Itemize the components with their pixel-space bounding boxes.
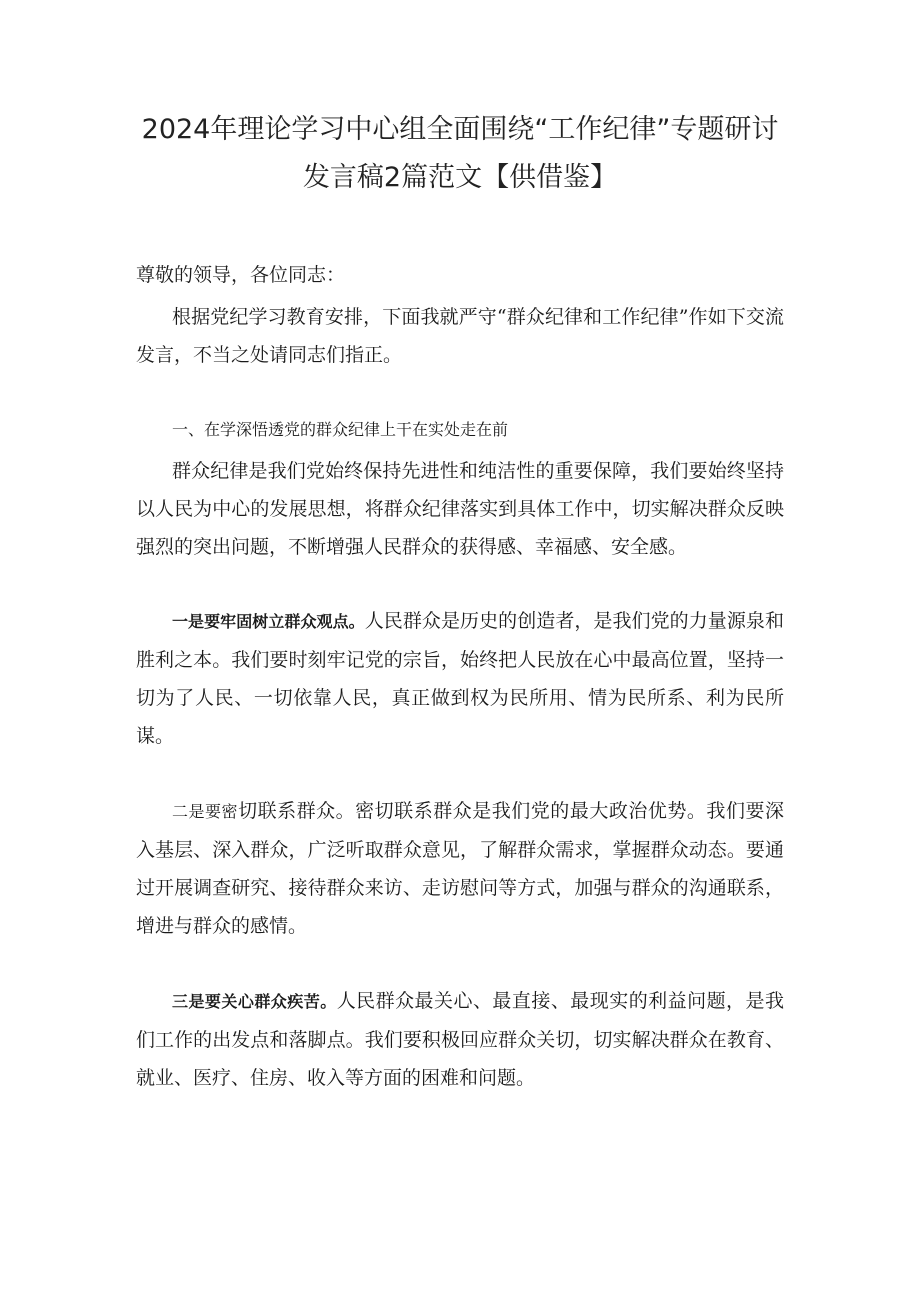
- point-1-paragraph: [136, 602, 784, 755]
- point-3-paragraph: [136, 982, 784, 1097]
- title-line-1: 2024年理论学习中心组全面围绕“工作纪律”专题研讨: [141, 114, 779, 145]
- title-line-2: 发言稿2篇范文【供借鉴】: [302, 162, 618, 193]
- point-3-lead: 三是要关心群众疾苦。: [172, 992, 337, 1011]
- point-1-lead: 一是要牢固树立群众观点。: [172, 612, 365, 631]
- point-2-paragraph: [136, 792, 784, 945]
- intro-paragraph: 根据党纪学习教育安排，下面我就严守“群众纪律和工作纪律”作如下交流发言，不当之处请同志们指正。: [136, 306, 784, 366]
- salutation: 尊敬的领导，各位同志：: [136, 264, 346, 286]
- point-2-text: 切联系群众。密切联系群众是我们党的最大政治优势。我们要深入基层、深入群众，广泛听取群众意见，了解群众需求，掌握群众动态。要通过开展调查研究、接待群众来访、走访慰问等方式，加强与群众的沟通联系，增进与群众的感情。: [136, 800, 784, 937]
- document-title: [120, 106, 800, 202]
- point-3-text: 人民群众最关心、最直接、最现实的利益问题，是我们工作的出发点和落脚点。我们要积极回应群众关切，切实解决群众在教育、就业、医疗、住房、收入等方面的困难和问题。: [136, 990, 784, 1089]
- point-1-text: 人民群众是历史的创造者，是我们党的力量源泉和胜利之本。我们要时刻牢记党的宗旨，始终把人民放在心中最高位置，坚持一切为了人民、一切依靠人民，真正做到权为民所用、情为民所系、利为民所谋。: [136, 610, 784, 747]
- section-1-paragraph: 群众纪律是我们党始终保持先进性和纯洁性的重要保障，我们要始终坚持以人民为中心的发展思想，将群众纪律落实到具体工作中，切实解决群众反映强烈的突出问题，不断增强人民群众的获得感、幸福感、安全感。: [136, 460, 784, 558]
- section-heading-1: 一、在学深悟透党的群众纪律上干在实处走在前: [172, 420, 509, 439]
- point-2-lead: 二是要密: [172, 802, 239, 821]
